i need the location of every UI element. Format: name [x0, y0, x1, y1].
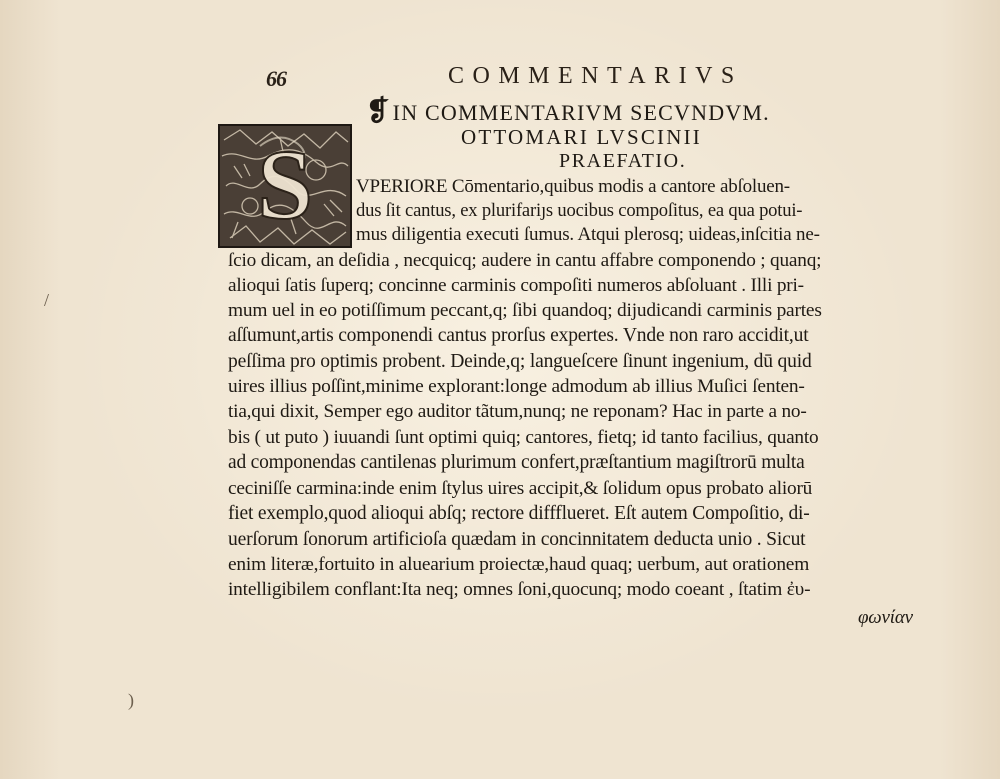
text-line: VPERIORE Cōmentario,quibus modis a cantore abſoluen- — [356, 176, 790, 197]
text-line: mus diligentia executi ſumus. Atqui plerosq; uideas,inſcitia ne- — [356, 224, 820, 245]
section-heading-line-2: OTTOMARI LVSCINII — [461, 125, 702, 149]
running-head: COMMENTARIVS — [448, 63, 743, 89]
woodcut-illustration — [220, 126, 350, 246]
text-line: dus ſit cantus, ex plurifariȷs uocibus compoſitus, ea qua potui- — [356, 200, 803, 221]
text-line: peſſima pro optimis probent. Deinde,q; langueſcere ſinunt ingenium, dū quid — [228, 351, 812, 372]
text-line: enim literæ,fortuito in aluearium proiectæ,haud quaq; uerbum, aut orationem — [228, 554, 810, 575]
section-heading-line-3: PRAEFATIO. — [559, 150, 687, 172]
margin-blemish: / — [44, 290, 50, 310]
text-line: aſſumunt,artis componendi cantus prorſus expertes. Vnde non raro accidit,ut — [228, 325, 809, 346]
text-line: uires illius poſſint,minime explorant:longe admodum ab illius Muſici ſenten- — [228, 376, 805, 397]
text-line: uerſorum ſonorum artificioſa quædam in concinnitatem deducta unio . Sicut — [228, 529, 806, 550]
text-line: bis ( ut puto ) iuuandi ſunt optimi quiq; cantores, fietq; id tanto facilius, quanto — [228, 427, 819, 448]
text-line: alioqui ſatis ſuperq; concinne carminis compoſiti numeros abſoluant . Illi pri- — [228, 275, 804, 296]
text-line: tia,qui dixit, Semper ego auditor tãtum,nunq; ne reponam? Hac in parte a no- — [228, 401, 807, 422]
margin-blemish: ) — [128, 690, 134, 710]
pilcrow-mark: ❡ — [366, 96, 391, 127]
initial-letter: S — [257, 129, 313, 240]
section-heading-line-1 — [366, 94, 770, 128]
page-number: 66 — [266, 66, 286, 91]
section-heading-text: IN COMMENTARIVM SECVNDVM. — [392, 100, 770, 125]
text-line: ad componendas cantilenas plurimum confert,præſtantium magiſtrorū multa — [228, 452, 805, 473]
text-line: ſcio dicam, an deſidia , necquicq; audere in cantu affabre componendo ; quanq; — [228, 250, 822, 271]
woodcut-initial — [218, 124, 352, 248]
text-line: intelligibilem conflant:Ita neq; omnes ſoni,quocunq; modo coeant , ſtatim ἐυ- — [228, 579, 811, 600]
text-line: mum uel in eo potiſſimum peccant,q; ſibi quandoq; dijudicandi carminis partes — [228, 300, 822, 321]
catchword: φωνίαν — [858, 607, 913, 628]
text-line: ceciniſſe carmina:inde enim ſtylus uires accipit,& ſolidum opus probato aliorū — [228, 478, 813, 499]
text-line: fiet exemplo,quod alioqui abſq; rectore diffflueret. Eſt autem Compoſitio, di- — [228, 503, 810, 524]
